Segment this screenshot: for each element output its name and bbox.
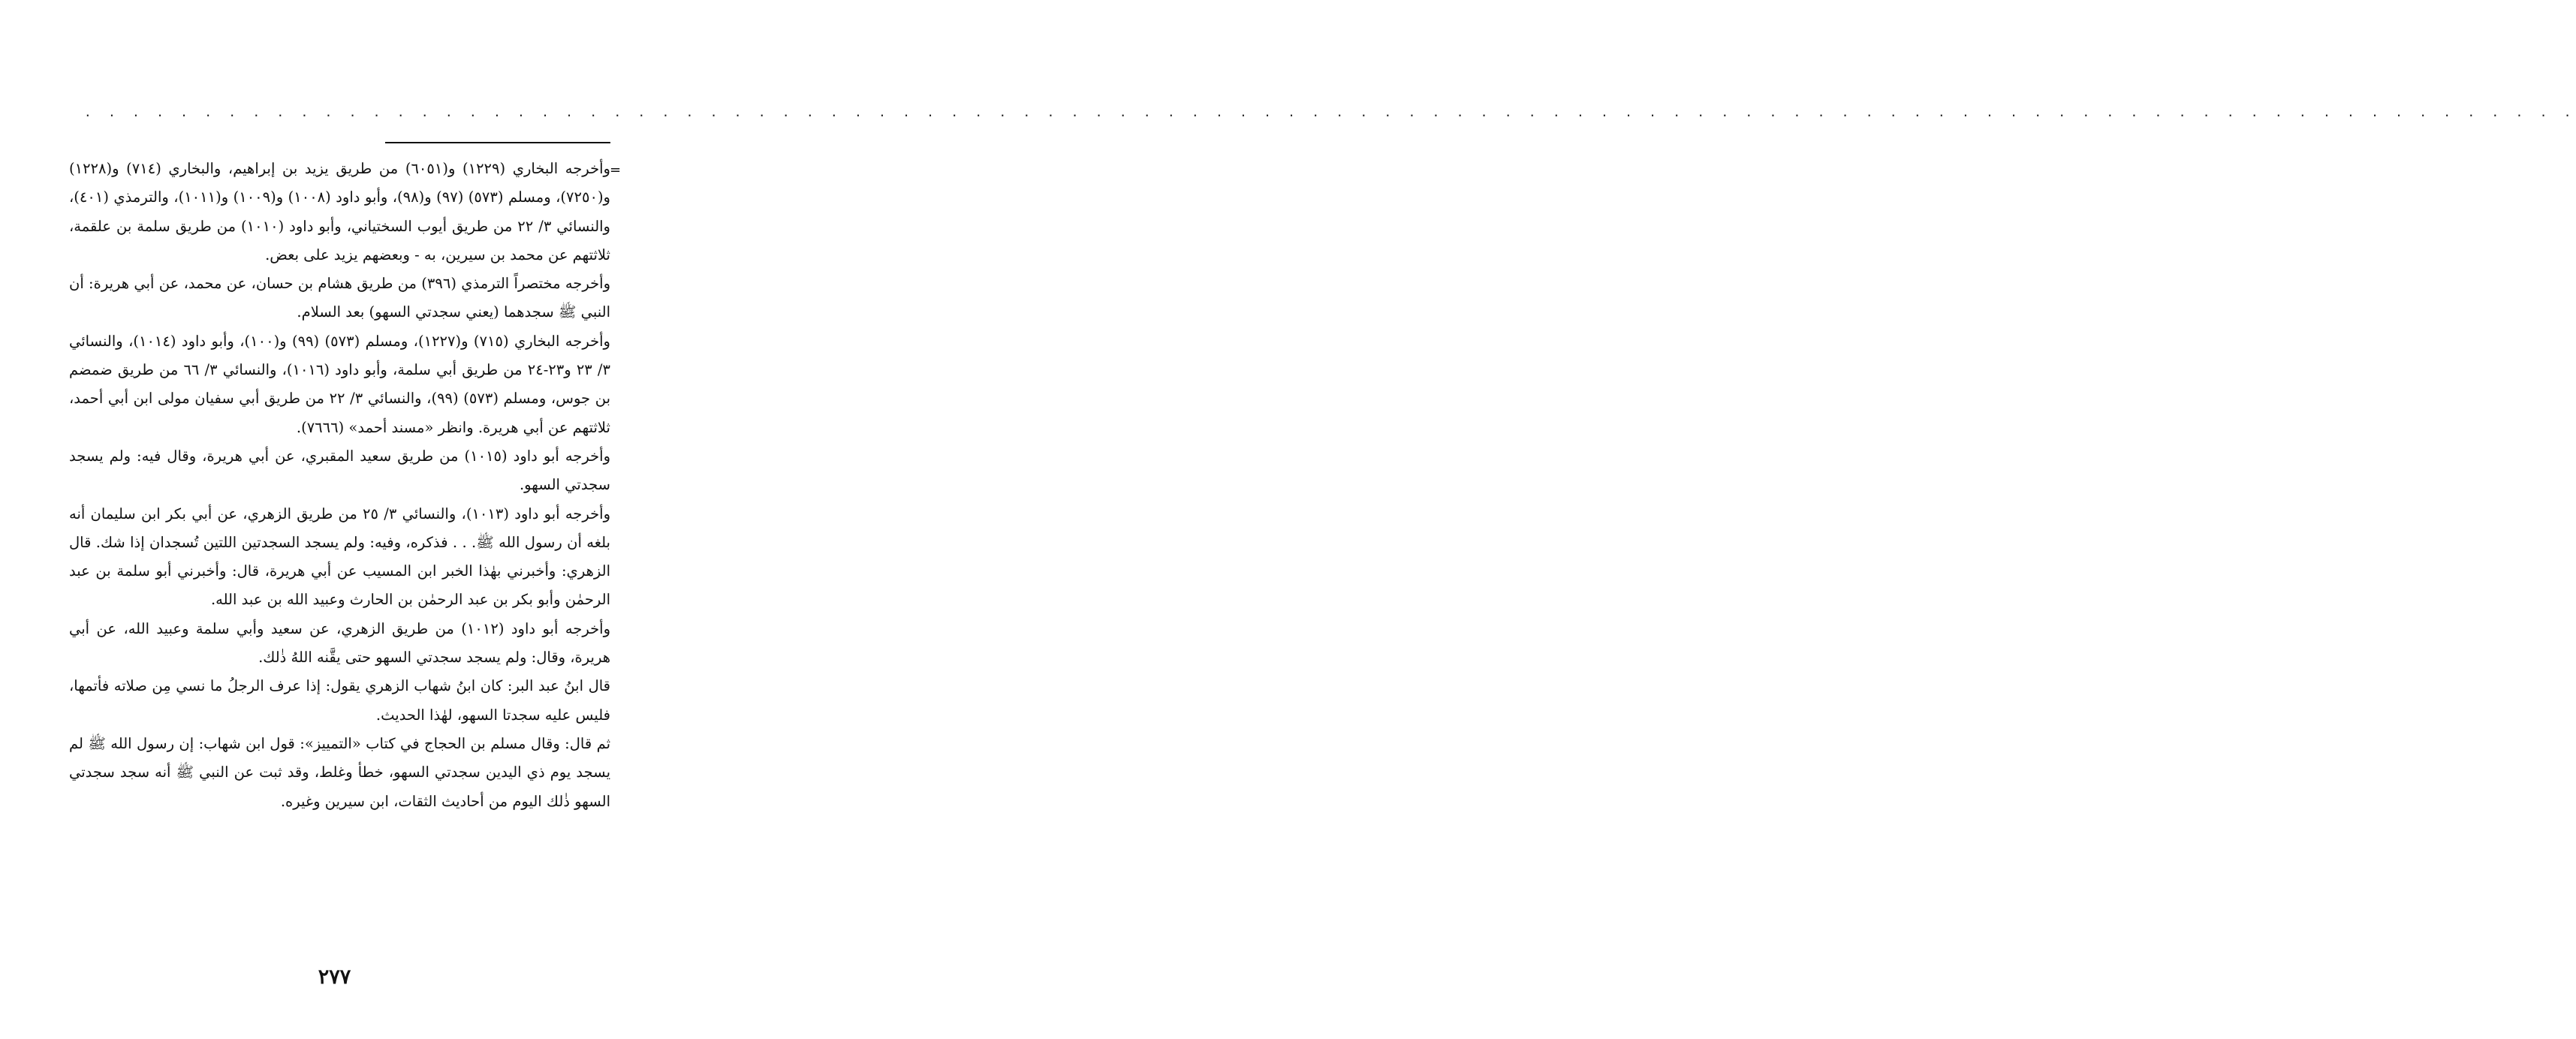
footnote-paragraph: وأخرجه أبو داود (١٠١٢) من طريق الزهري، عن سعيد وأبي سلمة وعبيد الله، عن أبي هريرة، وقال: ولم يسجد سجدتي السهو حتى يقَّنه اللهُ ذٰلك. <box>69 619 610 667</box>
footnote-paragraph: وأخرجه مختصراً الترمذي (٣٩٦) من طريق هشام بن حسان، عن محمد، عن أبي هريرة: أن النبي ﷺ سجدهما (يعني سجدتي السهو) بعد السلام. <box>69 275 610 321</box>
footnote-paragraph: وأخرجه أبو داود (١٠١٥) من طريق سعيد المقبري، عن أبي هريرة، وقال فيه: ولم يسجد سجدتي السهو. <box>69 447 610 494</box>
footnote-body <box>69 155 610 950</box>
footnote-paragraph: وأخرجه البخاري (١٢٢٩) و(٦٠٥١) من طريق يزيد بن إبراهيم، والبخاري (٧١٤) و(١٢٢٨) و(٧٢٥٠)، ومسلم (٥٧٣) (٩٧) و(٩٨)، وأبو داود (١٠٠٨) و(١٠٠٩) و(١٠١١)، والترمذي (٤٠١)، والنسائي ٣/ ٢٢ من طريق أيوب السختياني، وأبو داود (١٠١٠) من طريق سلمة بن علقمة، ثلاثتهم عن محمد بن سيرين، به - وبعضهم يزيد على بعض. <box>69 160 610 264</box>
footnote-paragraph: وأخرجه البخاري (٧١٥) و(١٢٢٧)، ومسلم (٥٧٣) (٩٩) و(١٠٠)، وأبو داود (١٠١٤)، والنسائي ٣/ ٢٣ و٢٣-٢٤ من طريق أبي سلمة، وأبو داود (١٠١٦)، والنسائي ٣/ ٦٦ من طريق ضمضم بن جوس، ومسلم (٥٧٣) (٩٩)، والنسائي ٣/ ٢٢ من طريق أبي سفيان مولى ابن أبي أحمد، ثلاثتهم عن أبي هريرة. وانظر «مسند أحمد» (٧٦٦٦). <box>69 332 611 436</box>
footnote-paragraph: ثم قال: وقال مسلم بن الحجاج في كتاب «التمييز»: قول ابن شهاب: إن رسول الله ﷺ لم يسجد يوم ذي اليدين سجدتي السهو، خطأ وغلط، وقد ثبت عن النبي ﷺ أنه سجد سجدتي السهو ذٰلك اليوم من أحاديث الثقات، ابن سيرين وغيره. <box>69 734 610 810</box>
footnote-paragraph: وأخرجه أبو داود (١٠١٣)، والنسائي ٣/ ٢٥ من طريق الزهري، عن أبي بكر ابن سليمان أنه بلغه أن رسول الله ﷺ. . . فذكره، وفيه: ولم يسجد السجدتين اللتين تُسجدان إذا شك. قال الزهري: وأخبرني بهٰذا الخبر ابن المسيب عن أبي هريرة، قال: وأخبرني أبو سلمة بن عبد الرحمٰن وأبو بكر بن عبد الرحمٰن بن الحارث وعبيد الله بن عبد الله. <box>69 504 611 609</box>
dotted-separator: . . . . . . . . . . . . . . . . . . . . . . . . . . . . . . . . . . . . . . . . . . . . . . . . . . . . . . . . . . . . . . . . . . . . . . . . . . . . . . . . . . . . . . . . . . . . . . . . . . . . . . . . <box>84 105 2576 119</box>
footnote-paragraph: قال ابنُ عبد البر: كان ابنُ شهاب الزهري يقول: إذا عرف الرجلُ ما نسي مِن صلاته فأتمها، فليس عليه سجدتا السهو، لهٰذا الحديث. <box>69 677 610 724</box>
continuation-mark: = <box>610 162 622 178</box>
footnote-rule <box>385 142 610 143</box>
page-number: ٢٧٧ <box>318 965 351 989</box>
